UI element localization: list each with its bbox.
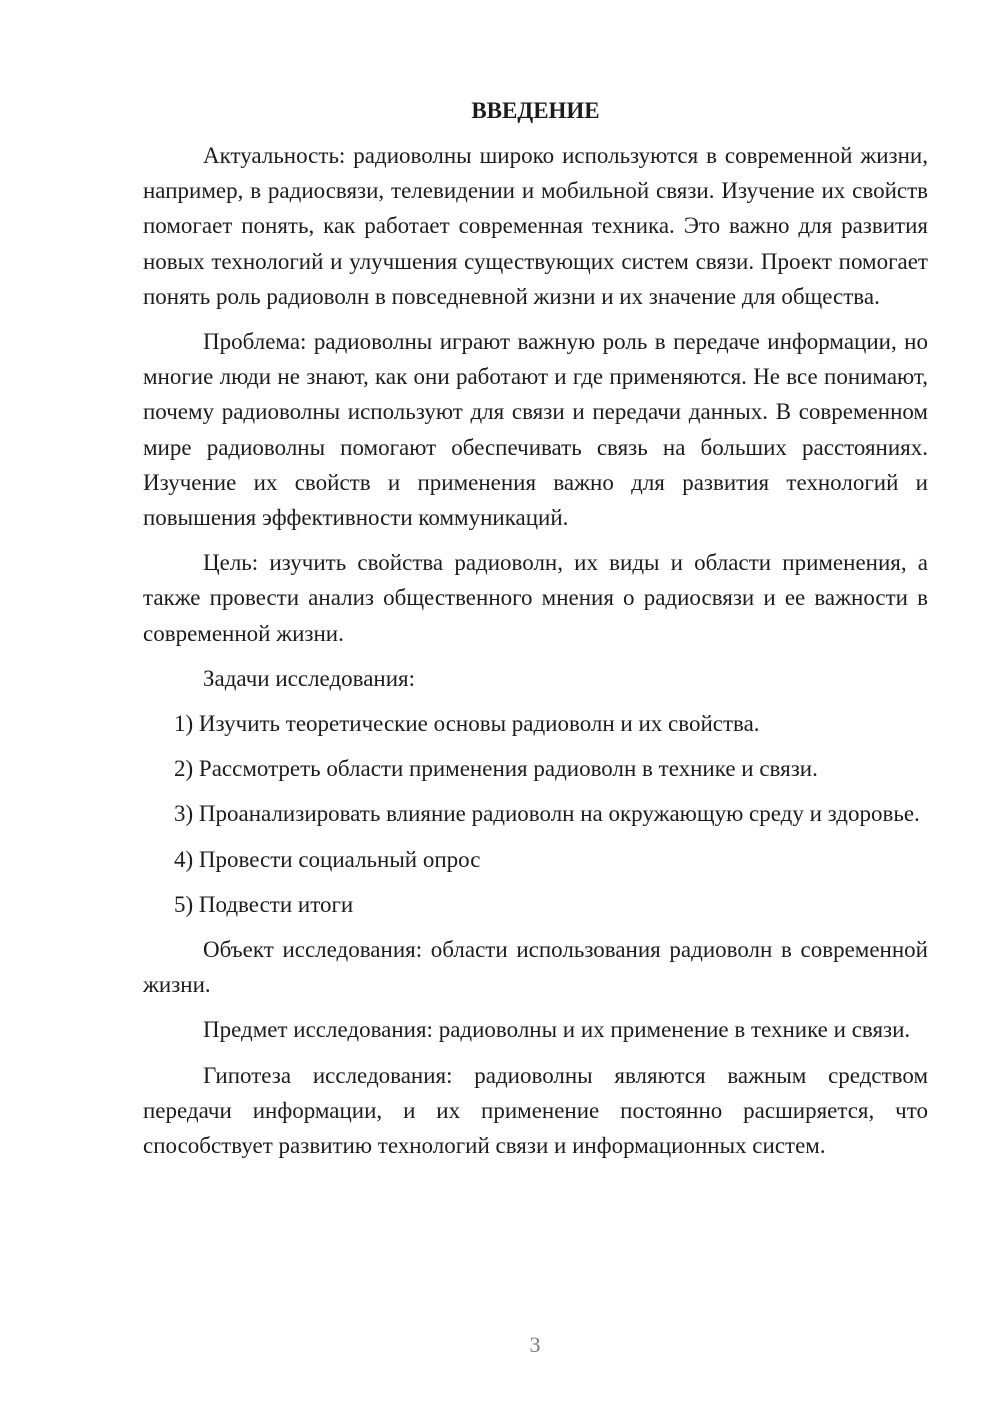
task-item: 5) Подвести итоги bbox=[174, 891, 354, 917]
tasks-list bbox=[143, 706, 928, 922]
task-item: 3) Проанализировать влияние радиоволн на окружающую среду и здоровье. bbox=[174, 801, 920, 827]
tasks-heading: Задачи исследования: bbox=[203, 665, 416, 691]
subject-paragraph: Предмет исследования: радиоволны и их применение в технике и связи. bbox=[203, 1017, 911, 1043]
task-item: 1) Изучить теоретические основы радиоволн и их свойства. bbox=[174, 711, 760, 737]
goal-paragraph: Цель: изучить свойства радиоволн, их виды и области применения, а также провести анализ общественного мнения о радиосвязи и ее важности в современной жизни. bbox=[143, 550, 928, 646]
page-title: ВВЕДЕНИЕ bbox=[471, 98, 600, 123]
task-item: 4) Провести социальный опрос bbox=[174, 846, 481, 872]
problem-paragraph: Проблема: радиоволны играют важную роль в передаче информации, но многие люди не знают, как они работают и где применяются. Не все понимают, почему радиоволны используют для связи и передачи данных. В современном мире радиоволны помогают обеспечивать связь на больших расстояниях. Изучение их свойств и применения важно для развития технологий и повышения эффективности коммуникаций. bbox=[143, 329, 928, 531]
object-paragraph: Объект исследования: области использования радиоволн в современной жизни. bbox=[143, 937, 928, 998]
hypothesis-paragraph: Гипотеза исследования: радиоволны являются важным средством передачи информации, и их применение постоянно расширяется, что способствует развитию технологий связи и информационных систем. bbox=[143, 1062, 928, 1159]
page-content bbox=[143, 96, 928, 1173]
task-item: 2) Рассмотреть области применения радиоволн в технике и связи. bbox=[174, 756, 818, 782]
page-number: 3 bbox=[529, 1332, 541, 1357]
relevance-paragraph: Актуальность: радиоволны широко используются в современной жизни, например, в радиосвязи, телевидении и мобильной связи. Изучение их свойств помогает понять, как работает современная техника. Это важно для развития новых технологий и улучшения существующих систем связи. Проект помогает понять роль радиоволн в повседневной жизни и их значение для общества. bbox=[143, 143, 928, 309]
